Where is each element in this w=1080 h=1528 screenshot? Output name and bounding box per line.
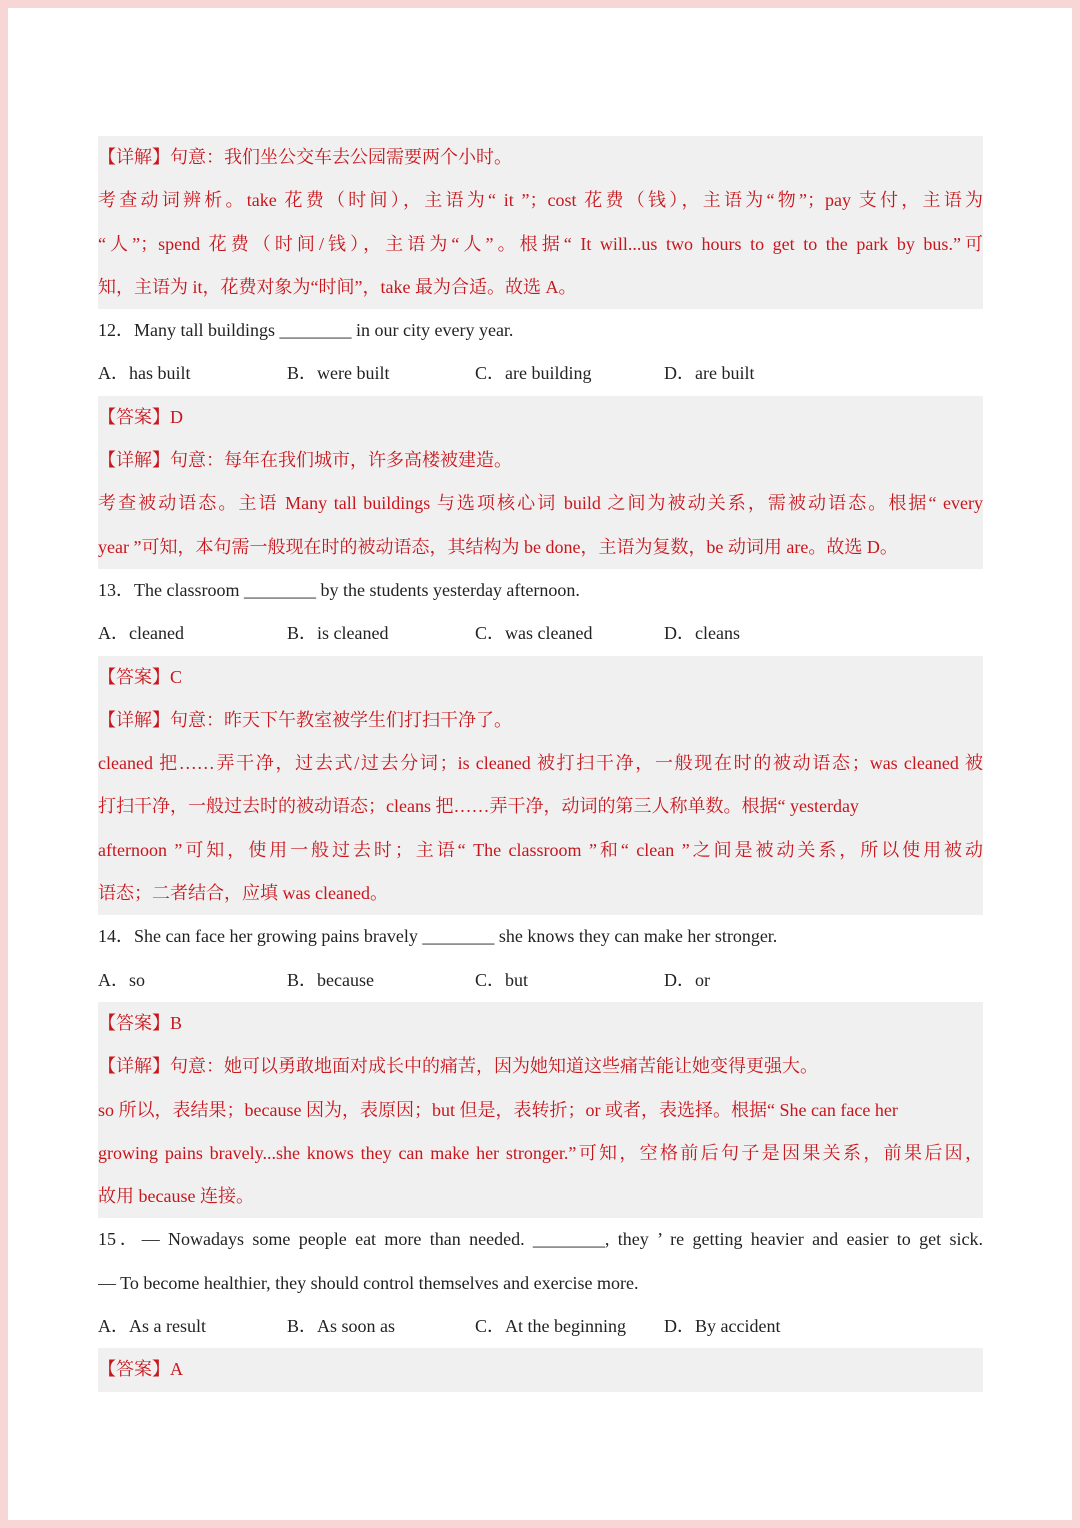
answer-line: 【答案】D bbox=[98, 406, 183, 427]
option-d: D．or bbox=[664, 969, 710, 990]
option-c: C．At the beginning bbox=[475, 1316, 626, 1337]
detail-line: cleaned 把……弄干净，过去式/过去分词；is cleaned 被打扫干净，一般现在时的被动语态；was cleaned 被 bbox=[98, 753, 983, 774]
detail-line: 【详解】句意：她可以勇敢地面对成长中的痛苦，因为她知道这些痛苦能让她变得更强大。 bbox=[98, 1056, 818, 1077]
explanation-block-11 bbox=[98, 136, 983, 309]
question-12: 12．Many tall buildings ________ in our city every year. bbox=[98, 320, 514, 341]
option-c: C．but bbox=[475, 969, 529, 990]
options-15 bbox=[98, 1305, 983, 1348]
question-15-response: — To become healthier, they should control themselves and exercise more. bbox=[98, 1272, 639, 1293]
detail-line: year ”可知，本句需一般现在时的被动语态，其结构为 be done，主语为复数，be 动词用 are。故选 D。 bbox=[98, 536, 898, 557]
options-14 bbox=[98, 959, 983, 1002]
option-d: D．By accident bbox=[664, 1316, 781, 1337]
detail-line: afternoon ”可知，使用一般过去时；主语“ The classroom ”和“ clean ”之间是被动关系，所以使用被动 bbox=[98, 839, 983, 860]
detail-line: so 所以，表结果；because 因为，表原因；but 但是，表转折；or 或者，表选择。根据“ She can face her bbox=[98, 1099, 898, 1120]
detail-line: 【详解】句意：每年在我们城市，许多高楼被建造。 bbox=[98, 450, 512, 471]
options-12 bbox=[98, 352, 983, 395]
question-13: 13．The classroom ________ by the students yesterday afternoon. bbox=[98, 579, 580, 600]
option-a: A．cleaned bbox=[98, 623, 184, 644]
question-15: 15．— Nowadays some people eat more than needed. ________, they ’ re getting heavier and easier to get sick. bbox=[98, 1229, 983, 1250]
option-b: B．is cleaned bbox=[287, 623, 389, 644]
option-a: A．As a result bbox=[98, 1316, 206, 1337]
options-13 bbox=[98, 612, 983, 655]
option-a: A．has built bbox=[98, 363, 191, 384]
detail-line: 【详解】句意：昨天下午教室被学生们打扫干净了。 bbox=[98, 709, 512, 730]
option-b: B．because bbox=[287, 969, 374, 990]
detail-line: 语态；二者结合，应填 was cleaned。 bbox=[98, 883, 388, 904]
detail-line: 考查被动语态。主语 Many tall buildings 与选项核心词 build 之间为被动关系，需被动语态。根据“ every bbox=[98, 493, 983, 514]
answer-block-14 bbox=[98, 1002, 983, 1218]
detail-line: growing pains bravely...she knows they can make her stronger.”可知，空格前后句子是因果关系，前果后因， bbox=[98, 1142, 983, 1163]
detail-line: 【详解】句意：我们坐公交车去公园需要两个小时。 bbox=[98, 147, 512, 167]
option-d: D．cleans bbox=[664, 623, 740, 644]
option-b: B．were built bbox=[287, 363, 390, 384]
answer-line: 【答案】A bbox=[98, 1359, 183, 1380]
page-content bbox=[98, 136, 983, 1392]
detail-line: “人”；spend 花费（时间/钱），主语为“人”。根据“ It will...us two hours to get to the park by bus.”可 bbox=[98, 233, 983, 254]
option-c: C．was cleaned bbox=[475, 623, 593, 644]
document-page bbox=[8, 8, 1072, 1520]
detail-line: 故用 because 连接。 bbox=[98, 1186, 254, 1207]
answer-block-12 bbox=[98, 396, 983, 569]
option-d: D．are built bbox=[664, 363, 755, 384]
detail-line: 知，主语为 it，花费对象为“时间”，take 最为合适。故选 A。 bbox=[98, 276, 577, 297]
answer-line: 【答案】C bbox=[98, 666, 183, 687]
detail-line: 考查动词辨析。take 花费（时间），主语为“ it ”；cost 花费（钱），主语为“物”；pay 支付，主语为 bbox=[98, 190, 983, 211]
option-a: A．so bbox=[98, 969, 146, 990]
answer-block-13 bbox=[98, 656, 983, 916]
question-14: 14．She can face her growing pains bravely ________ she knows they can make her stronger. bbox=[98, 926, 778, 947]
answer-block-15 bbox=[98, 1348, 983, 1391]
option-b: B．As soon as bbox=[287, 1316, 396, 1337]
answer-line: 【答案】B bbox=[98, 1012, 183, 1033]
detail-line: 打扫干净，一般过去时的被动语态；cleans 把……弄干净，动词的第三人称单数。根据“ yesterday bbox=[98, 796, 859, 817]
option-c: C．are building bbox=[475, 363, 592, 384]
